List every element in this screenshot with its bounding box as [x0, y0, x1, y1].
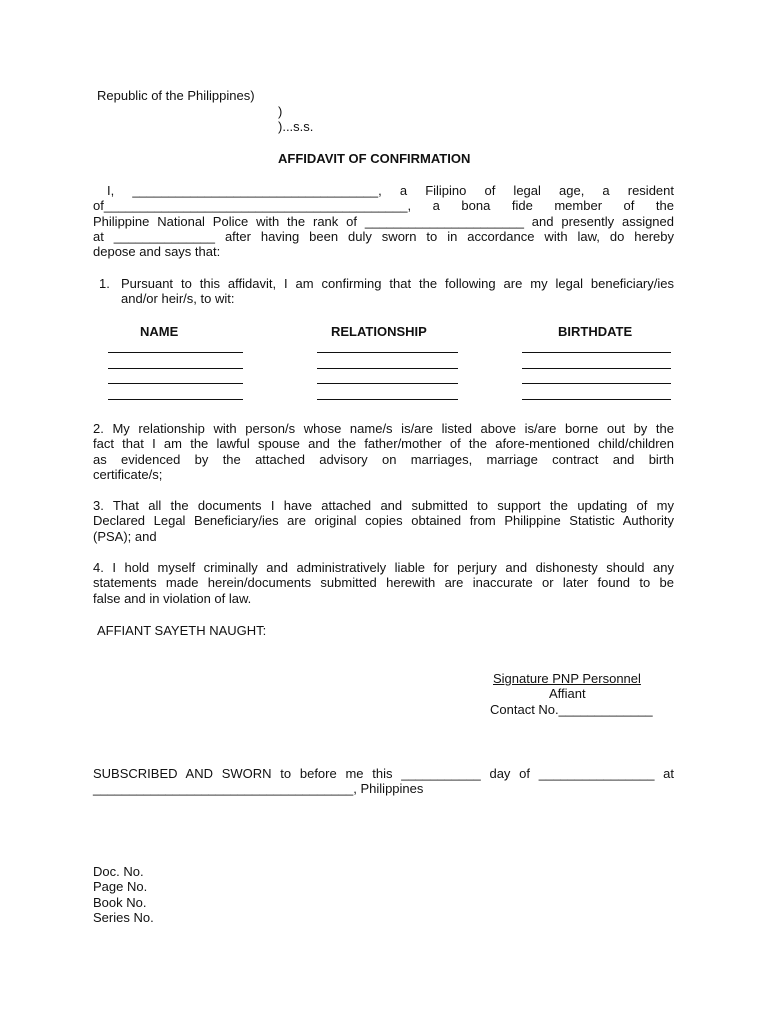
intro-line-4: at ______________ after having been duly sworn to in accordance with law, do hereby: [93, 228, 674, 244]
table-blank-birthdate-row-2: [522, 368, 671, 369]
item3-line-1: 3. That all the documents I have attached and submitted to support the updating of my: [93, 498, 674, 513]
table-header-relationship: RELATIONSHIP: [331, 324, 427, 339]
table-blank-relationship-row-1: [317, 352, 458, 353]
table-blank-relationship-row-4: [317, 399, 458, 400]
table-blank-name-row-3: [108, 383, 243, 384]
document-title: AFFIDAVIT OF CONFIRMATION: [278, 151, 471, 166]
item2-line-2: fact that I am the lawful spouse and the father/mother of the afore-mentioned child/children: [93, 436, 674, 452]
item4-line-2: statements made herein/documents submitted herewith are inaccurate or later found to be: [93, 575, 674, 591]
item1-line-2: and/or heir/s, to wit:: [121, 291, 235, 307]
item3-line-3: (PSA); and: [93, 528, 157, 544]
item4-line-1: 4. I hold myself criminally and administratively liable for perjury and dishonesty should any: [93, 560, 674, 575]
item3-paragraph: [93, 498, 674, 544]
republic-line: Republic of the Philippines): [97, 88, 255, 103]
item1-text: [121, 276, 674, 307]
intro-line-2: of__________________________________________, a bona fide member of the: [93, 198, 674, 214]
item2-line-1: 2. My relationship with person/s whose name/s is/are listed above is/are borne out by the: [93, 421, 674, 436]
table-blank-birthdate-row-4: [522, 399, 671, 400]
table-blank-name-row-2: [108, 368, 243, 369]
table-blank-name-row-4: [108, 399, 243, 400]
affiant-label: Affiant: [549, 686, 586, 701]
table-blank-birthdate-row-3: [522, 383, 671, 384]
item2-line-4: certificate/s;: [93, 466, 163, 482]
item4-line-3: false and in violation of law.: [93, 590, 252, 606]
item1-line-1: Pursuant to this affidavit, I am confirming that the following are my legal beneficiary/ies: [121, 276, 674, 291]
venue-ss: )...s.s.: [278, 119, 314, 134]
intro-line-1: I, __________________________________, a Filipino of legal age, a resident: [107, 183, 674, 198]
item4-paragraph: [93, 560, 674, 606]
page-no-label: Page No.: [93, 879, 148, 895]
table-blank-relationship-row-2: [317, 368, 458, 369]
sworn-line-2: ____________________________________, Philippines: [93, 781, 424, 797]
item2-paragraph: [93, 421, 674, 482]
book-no-label: Book No.: [93, 894, 147, 910]
venue-paren: ): [278, 104, 283, 119]
contact-number-field: Contact No._____________: [490, 702, 653, 717]
intro-line-5: depose and says that:: [93, 244, 221, 260]
doc-no-label: Doc. No.: [93, 864, 144, 879]
intro-line-3: Philippine National Police with the rank of ______________________ and presently assigned: [93, 213, 674, 229]
table-blank-relationship-row-3: [317, 383, 458, 384]
series-no-label: Series No.: [93, 909, 154, 925]
affiant-sayeth-naught: AFFIANT SAYETH NAUGHT:: [97, 623, 267, 638]
notarial-details: [93, 864, 154, 925]
signature-label: Signature PNP Personnel: [493, 671, 641, 686]
table-blank-name-row-1: [108, 352, 243, 353]
item1-number: 1.: [99, 276, 110, 291]
intro-paragraph: [93, 183, 674, 259]
item2-line-3: as evidenced by the attached advisory on marriages, marriage contract and birth: [93, 451, 674, 467]
sworn-line-1: SUBSCRIBED AND SWORN to before me this ___________ day of ________________ at: [93, 766, 674, 781]
sworn-paragraph: [93, 766, 674, 797]
table-header-birthdate: BIRTHDATE: [558, 324, 633, 339]
table-header-name: NAME: [140, 324, 179, 339]
table-blank-birthdate-row-1: [522, 352, 671, 353]
item3-line-2: Declared Legal Beneficiary/ies are original copies obtained from Philippine Statistic Authority: [93, 513, 674, 529]
